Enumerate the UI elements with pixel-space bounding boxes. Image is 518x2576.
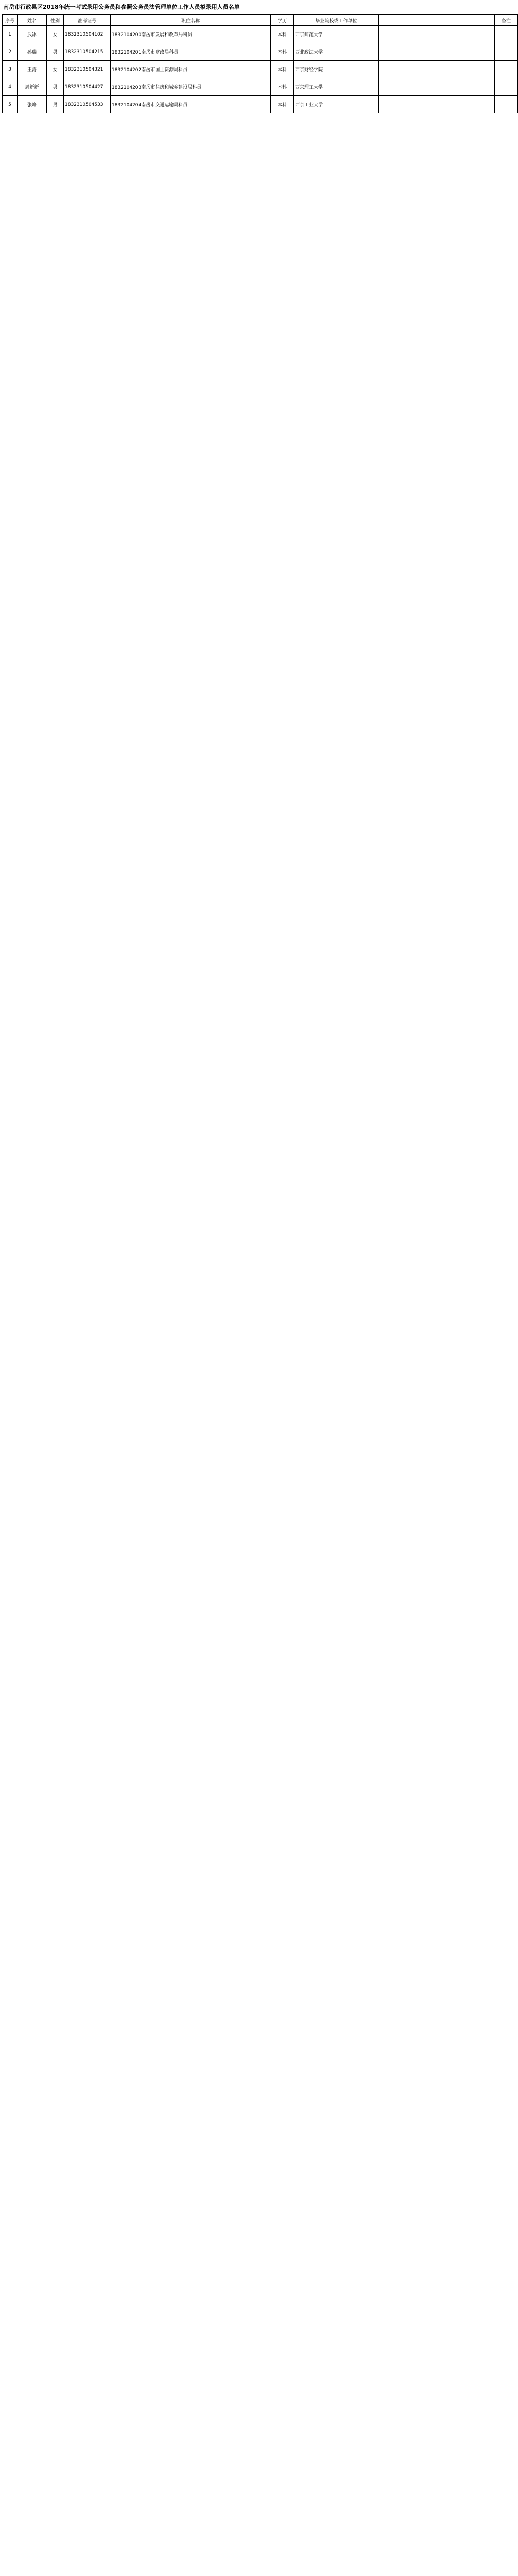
candidate-roster-table [2, 14, 518, 113]
cell-exam-number: 1832310504321 [64, 61, 111, 78]
cell-school-or-employer: 西京理工大学 [294, 78, 379, 96]
header-blank-column [379, 15, 495, 26]
cell-exam-number: 1832310504533 [64, 96, 111, 113]
cell-school-or-employer: 西京财经学院 [294, 61, 379, 78]
header-remarks: 备注 [495, 15, 518, 26]
cell-sex: 女 [47, 26, 64, 43]
table-row [3, 96, 518, 113]
cell-education: 本科 [271, 78, 294, 96]
cell-sex: 男 [47, 43, 64, 61]
cell-education: 本科 [271, 96, 294, 113]
cell-seq: 1 [3, 26, 18, 43]
cell-exam-number: 1832310504102 [64, 26, 111, 43]
header-exam-number: 准考证号 [64, 15, 111, 26]
cell-remarks [495, 78, 518, 96]
cell-education: 本科 [271, 26, 294, 43]
cell-position: 1832104204南岳市交通运输局科员 [111, 96, 271, 113]
cell-position: 1832104200南岳市发展和改革局科员 [111, 26, 271, 43]
table-row [3, 78, 518, 96]
table-row [3, 26, 518, 43]
cell-position: 1832104201南岳市财政局科员 [111, 43, 271, 61]
cell-seq: 5 [3, 96, 18, 113]
cell-name: 王涛 [18, 61, 47, 78]
cell-blank [379, 78, 495, 96]
header-school-or-employer: 毕业院校或工作单位 [294, 15, 379, 26]
cell-remarks [495, 43, 518, 61]
cell-name: 张峰 [18, 96, 47, 113]
cell-remarks [495, 61, 518, 78]
document-title: 南岳市行政县区2018年统一考试录用公务员和参照公务员法管理单位工作人员拟录用人员名单 [3, 4, 240, 10]
cell-seq: 2 [3, 43, 18, 61]
cell-blank [379, 43, 495, 61]
table-row [3, 61, 518, 78]
cell-seq: 3 [3, 61, 18, 78]
cell-position: 1832104202南岳市国土资源局科员 [111, 61, 271, 78]
table-body [3, 26, 518, 113]
cell-sex: 男 [47, 78, 64, 96]
cell-sex: 女 [47, 61, 64, 78]
table-row [3, 43, 518, 61]
cell-position: 1832104203南岳市住房和城乡建设局科员 [111, 78, 271, 96]
cell-exam-number: 1832310504427 [64, 78, 111, 96]
cell-name: 武冰 [18, 26, 47, 43]
cell-blank [379, 61, 495, 78]
cell-name: 周新新 [18, 78, 47, 96]
cell-remarks [495, 26, 518, 43]
cell-school-or-employer: 西京工业大学 [294, 96, 379, 113]
cell-name: 孙瑞 [18, 43, 47, 61]
cell-sex: 男 [47, 96, 64, 113]
table-header-row [3, 15, 518, 26]
cell-exam-number: 1832310504215 [64, 43, 111, 61]
header-position: 职位名称 [111, 15, 271, 26]
header-sex: 性别 [47, 15, 64, 26]
cell-education: 本科 [271, 43, 294, 61]
cell-school-or-employer: 西京师范大学 [294, 26, 379, 43]
header-seq: 序号 [3, 15, 18, 26]
cell-education: 本科 [271, 61, 294, 78]
header-name: 姓名 [18, 15, 47, 26]
cell-blank [379, 26, 495, 43]
header-education: 学历 [271, 15, 294, 26]
cell-blank [379, 96, 495, 113]
cell-seq: 4 [3, 78, 18, 96]
cell-remarks [495, 96, 518, 113]
cell-school-or-employer: 西北政法大学 [294, 43, 379, 61]
